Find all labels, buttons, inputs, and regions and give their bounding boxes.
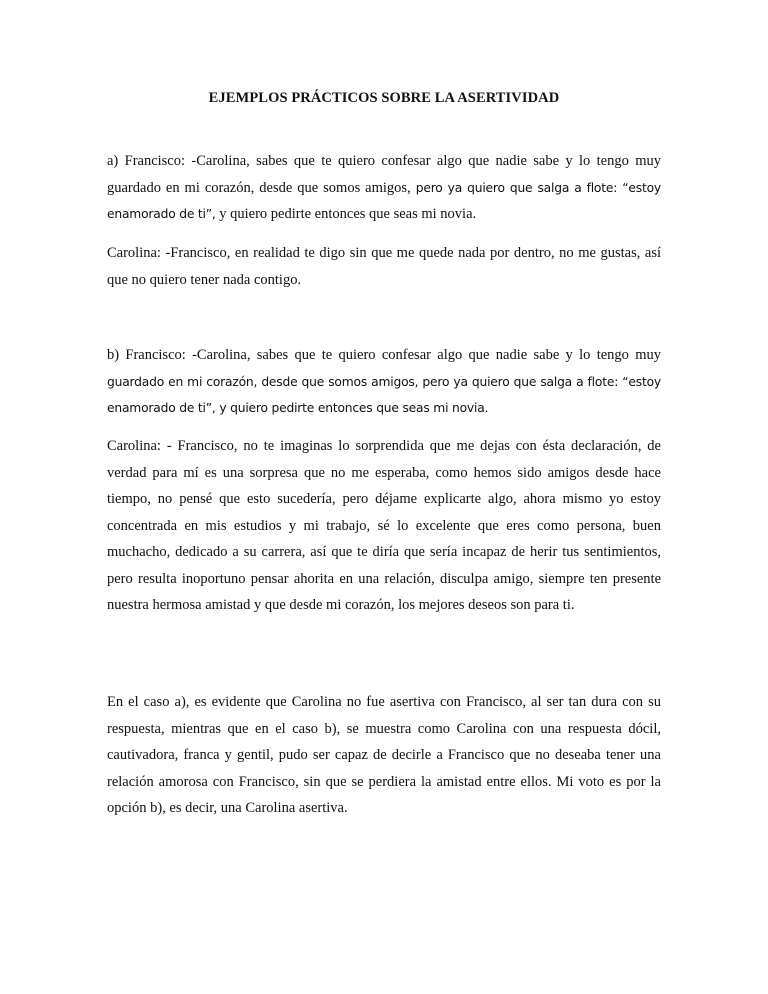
case-b-francisco-paragraph bbox=[107, 342, 661, 422]
document-title: EJEMPLOS PRÁCTICOS SOBRE LA ASERTIVIDAD bbox=[208, 90, 560, 106]
case-a-francisco-text-2: pero ya quiero que salga a flote: “estoy enamorado de ti”, bbox=[107, 180, 661, 221]
conclusion-paragraph: En el caso a), es evidente que Carolina no fue asertiva con Francisco, al ser tan dura con su respuesta, mientras que en el caso b), se muestra como Carolina con una respuesta dócil, cautivadora, franca y gentil, pudo ser capaz de decirle a Francisco que no deseaba tener una relación amorosa con Francisco, sin que se perdiera la amistad entre ellos. Mi voto es por la opción b), es decir, una Carolina asertiva. bbox=[107, 694, 661, 816]
case-a-francisco-paragraph bbox=[107, 148, 661, 228]
case-a-francisco-text-1: a) Francisco: -Carolina, sabes que te quiero confesar algo que nadie sabe y lo tengo muy guardado en mi corazón, desde que somos amigos, bbox=[107, 153, 661, 196]
case-b-carolina-paragraph: Carolina: - Francisco, no te imaginas lo sorprendida que me dejas con ésta declaración, de verdad para mí es una sorpresa que no me esperaba, como hemos sido amigos desde hace tiempo, no pensé que esto sucedería, pero déjame explicarte algo, ahora mismo yo estoy concentrada en mis estudios y mi trabajo, sé lo excelente que eres como persona, buen muchacho, dedicado a su carrera, así que te diría que sería incapaz de herir tus sentimientos, pero resulta inoportuno pensar ahorita en una relación, disculpa amigo, siempre ten presente nuestra hermosa amistad y que desde mi corazón, los mejores deseos son para ti. bbox=[107, 438, 661, 613]
case-a-carolina-paragraph: Carolina: -Francisco, en realidad te digo sin que me quede nada por dentro, no me gustas, así que no quiero tener nada contigo. bbox=[107, 245, 661, 288]
case-a-francisco-text-3: y quiero pedirte entonces que seas mi novia. bbox=[215, 206, 477, 222]
case-b-francisco-text-1: b) Francisco: -Carolina, sabes que te quiero confesar algo que nadie sabe y lo tengo muy bbox=[107, 347, 661, 363]
case-b-francisco-text-2: guardado en mi corazón, desde que somos amigos, pero ya quiero que salga a flote: “estoy enamorado de ti”, y quiero pedirte entonces que seas mi novia. bbox=[107, 374, 661, 415]
